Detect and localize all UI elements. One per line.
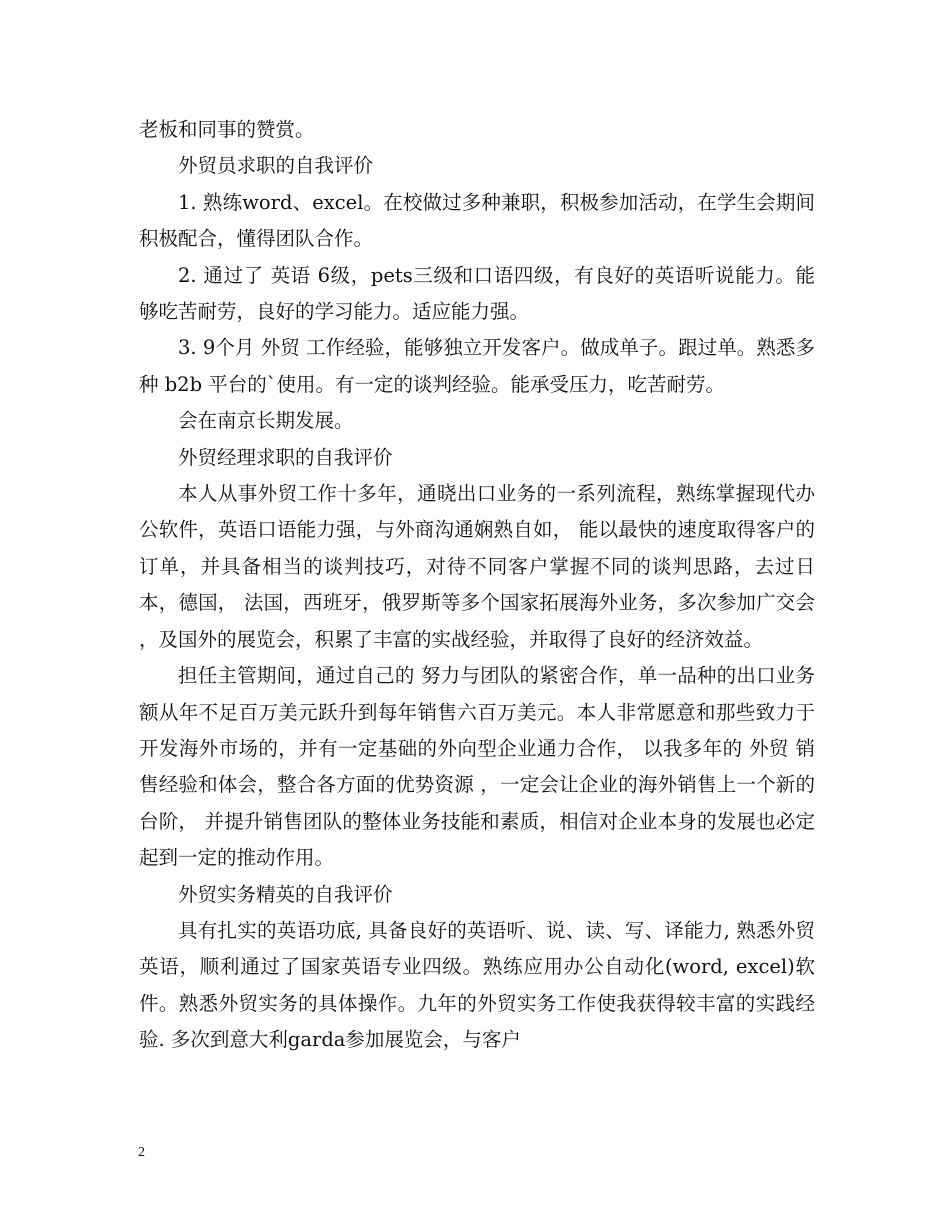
paragraph-nanjing: 会在南京长期发展。 xyxy=(178,409,354,433)
list-item-3: 3. 9个月 外贸 工作经验，能够独立开发客户。做成单子。跟过单。熟悉多种 b2b 平台的`使用。有一定的谈判经验。能承受压力，吃苦耐劳。 xyxy=(139,336,815,396)
paragraph-manager-achievements: 担任主管期间，通过自己的 努力与团队的紧密合作，单一品种的出口业务额从年不足百万美元跃升到每年销售六百万美元。本人非常愿意和那些致力于开发海外市场的，并有一定基础的外向型企业通力合作， 以我多年的 外贸 销售经验和体会，整合各方面的优势资源 ，一定会让企业的海外销售上一个新的台阶， 并提升销售团队的整体业务技能和素质，相信对企业本身的发展也必定起到一定的推动作用。 xyxy=(139,664,815,870)
list-item-1: 1. 熟练word、excel。在校做过多种兼职，积极参加活动，在学生会期间积极配合，懂得团队合作。 xyxy=(139,190,815,251)
section-heading-trade-practice-elite: 外贸实务精英的自我评价 xyxy=(178,882,393,906)
list-item-2: 2. 通过了 英语 6级，pets三级和口语四级，有良好的英语听说能力。能够吃苦耐劳，良好的学习能力。适应能力强。 xyxy=(139,263,815,324)
page-number: 2 xyxy=(138,1145,145,1160)
paragraph-manager-experience: 本人从事外贸工作十多年，通晓出口业务的一系列流程，熟练掌握现代办公软件，英语口语能力强，与外商沟通娴熟自如， 能以最快的速度取得客户的订单，并具备相当的谈判技巧，对待不同客户掌握不同的谈判思路，去过日本，德国， 法国，西班牙，俄罗斯等多个国家拓展海外业务，多次参加广交会 ，及国外的展览会，积累了丰富的实战经验，并取得了良好的经济效益。 xyxy=(139,482,815,651)
page-body xyxy=(139,112,815,1059)
section-heading-foreign-trade-clerk: 外贸员求职的自我评价 xyxy=(178,154,374,178)
section-heading-foreign-trade-manager: 外贸经理求职的自我评价 xyxy=(178,445,393,469)
paragraph-elite-skills: 具有扎实的英语功底, 具备良好的英语听、说、读、写、译能力, 熟悉外贸英语，顺利通过了国家英语专业四级。熟练应用办公自动化(word, excel)软件。熟悉外贸实务的具体操作。九年的外贸实务工作使我获得较丰富的实践经验. 多次到意大利garda参加展览会，与客户 xyxy=(139,918,815,1052)
paragraph-continuation: 老板和同事的赞赏。 xyxy=(139,118,315,141)
